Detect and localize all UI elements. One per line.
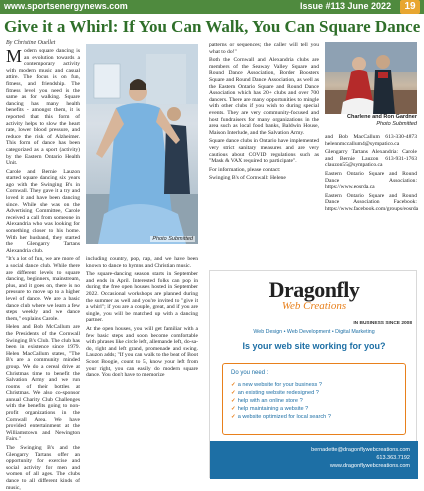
paragraph: Helen and Bob McCallum are the Presidents of the Cornwall Swinging B's Club. The club has been in existence since 1979. Helen MacCallum states, "The B's are a community minded group. We do a cereal drive at Christmas time to benefit the Salvation Army and we run rooms of their bottles at Christmas. We also co-sponsor annual Charity Club Challenges with the benefits going to non-profit organizations in the Cornwall Area. We have provided entertainment at the Williamstown and Newington Fairs." xyxy=(6,324,80,443)
page-number: 19 xyxy=(400,0,420,14)
paragraph: Swinging B's of Cornwall: Helene xyxy=(209,175,286,182)
check-icon: ✓ xyxy=(231,398,236,404)
ad-phone: 613.363.7192 xyxy=(376,455,410,461)
contact-paragraph[interactable]: Eastern Ontario Square and Round Dance Association: https://www.eosrda.ca xyxy=(325,170,417,191)
dancers-photo xyxy=(86,44,198,244)
needs-box xyxy=(222,363,406,435)
article-column-4 xyxy=(325,134,417,270)
contact-paragraph[interactable]: Eastern Ontario Square and Round Dance Association Facebook: https://www.facebook.com/groups/eosrda xyxy=(325,192,419,212)
article-column-2 xyxy=(86,256,198,478)
need-item: ✓ a website optimized for local search ? xyxy=(231,414,331,420)
paragraph: patterns or sequences; the caller will tell you what to do!" xyxy=(209,42,319,55)
paragraph: including country, pop, rap, and we have been known to dance to hymns and Christian music. xyxy=(86,256,198,269)
paragraph: Carole and Bernie Lauzon started square dancing six years ago with the Swinging B's in Cornwall. They gave it a try and loved it and have been dancing since. While she was on the Advertising Committee, Carole received a call from someone in Alexandria who was looking for something closer to his home. With her husband, they started the Glengarry Tartans Alexandria club. xyxy=(6,168,80,254)
photo-caption: Photo Submitted xyxy=(152,236,193,242)
need-item: ✓ help maintaining a website ? xyxy=(231,406,309,412)
paragraph: Both the Cornwall and Alexandria clubs are members of the Seaway Valley Square and Round Dance Association, Border Boosters Square and Round Dance Association, as well as the Eastern Ontario Square and Round Dance Association which has 20+ clubs and over 700 dancers. There are many opportunities to mingle with other clubs if you wish to during special events. They are very community-focused and host fundraisers for many organizations in the area such as local food banks, Baldwin House, Maison Interlude, and the Salvation Army. xyxy=(209,57,319,136)
ad-question: Is your web site working for you? xyxy=(242,341,386,351)
since-label: IN BUSINESS SINCE 2008 xyxy=(353,321,412,326)
paragraph: Square dance clubs in Ontario have implemented very strict sanitary measures and are very cautious about COVID regulations such as "Mask & VAX required to participate". xyxy=(209,138,319,165)
site-url[interactable]: www.sportsenergynews.com xyxy=(4,1,128,11)
paragraph: odern square dancing is an evolution towards a contemporary activity with modern music and casual attire. The focus is on fun, fitness, and friendship. The fitness level you need is the same as for walking. Square dancing has many health benefits - amongst them, it is reported that this form of activity helps to slow the heart rate, lower blood pressure, and reduce the risk of Alzheimer. This form of dance has been categorized as a sport (activity) by the Eastern Ontario Health Unit. xyxy=(6,48,80,167)
need-item: ✓ an existing website redesigned ? xyxy=(231,390,319,396)
paragraph: The Swinging B's and the Glengarry Tartans offer an opportunity for exercise and social activity for men and women of all ages. The clubs dance to all different kinds of music, xyxy=(6,445,80,491)
couple-photo xyxy=(325,42,417,114)
paragraph: "It's a lot of fun, we are more of a social dance club. While there are different levels to square dancing, beginners, mainstream, plus, and it goes on, there is no pressure to move up to a higher level of dance. We are a basic dance club where we learn a few steps weekly and we dance them," explains Carole. xyxy=(6,256,80,322)
caption-credit: Photo Submitted xyxy=(376,120,417,127)
logo-main: Dragonfly xyxy=(268,277,360,302)
article-column-3 xyxy=(209,42,319,268)
paragraph: At the open houses, you will get familiar with a few basic steps and soon become comfortable with phrases like circle left, allemande left, do-sa-do, right and left grand, promenade and swing. Lauzon adds; "If you can walk to the beat of Boot Scoot Boogie, count to 5, know your left from your right, you can easily do modern square dance. You don't have to memorize xyxy=(86,325,198,379)
header-bar xyxy=(0,0,424,14)
ad-contact-bar xyxy=(210,441,418,479)
check-icon: ✓ xyxy=(231,382,236,388)
couple-caption xyxy=(325,114,417,127)
check-icon: ✓ xyxy=(231,414,236,420)
drop-cap: M xyxy=(6,46,23,66)
couple-illustration xyxy=(325,42,417,114)
check-icon: ✓ xyxy=(231,406,236,412)
caption-names: Charlene and Ron Gardner xyxy=(347,114,417,120)
need-item: ✓ help with an online store ? xyxy=(231,398,303,404)
contact-paragraph: Glengarry Tartans Alexandria: Carole and Bernie Lauzon 613-931-1763 clauzon55@sympatico.ca xyxy=(325,149,417,169)
services-line: Web Design • Web Development • Digital Marketing xyxy=(253,329,375,335)
ad-email[interactable]: bernadette@dragonflywebcreations.com xyxy=(311,447,410,453)
need-item: ✓ a new website for your business ? xyxy=(231,382,322,388)
issue-label: Issue #113 June 2022 xyxy=(300,1,392,11)
check-icon: ✓ xyxy=(231,390,236,396)
contact-paragraph: and Bob MacCallum 613-330-4873 helennmccallum4@sympatico.ca xyxy=(325,134,417,147)
dragonfly-advertisement[interactable] xyxy=(209,270,417,478)
dancers-illustration xyxy=(86,44,198,244)
needs-heading: Do you need : xyxy=(231,370,269,376)
article-column-1 xyxy=(6,46,80,491)
byline: By Christine Ouellet xyxy=(6,40,56,46)
paragraph: For information, please contact: xyxy=(209,166,281,173)
logo-sub: Web Creations xyxy=(281,300,347,312)
article-headline: Give it a Whirl: If You Can Walk, You Can Square Dance xyxy=(4,17,421,36)
paragraph: The square-dancing season starts in September and ends in April. Interested folks can pop in during the free open houses hosted in September 2022. Occasional workshops are planned during the summer as well and you're invited to "give it a whirl"; if you are a couple, great, and if you are single, you will be matched up with a dancing partner. xyxy=(86,271,198,324)
ad-website[interactable]: www.dragonflywebcreations.com xyxy=(329,463,410,469)
dragonfly-logo xyxy=(210,277,418,312)
